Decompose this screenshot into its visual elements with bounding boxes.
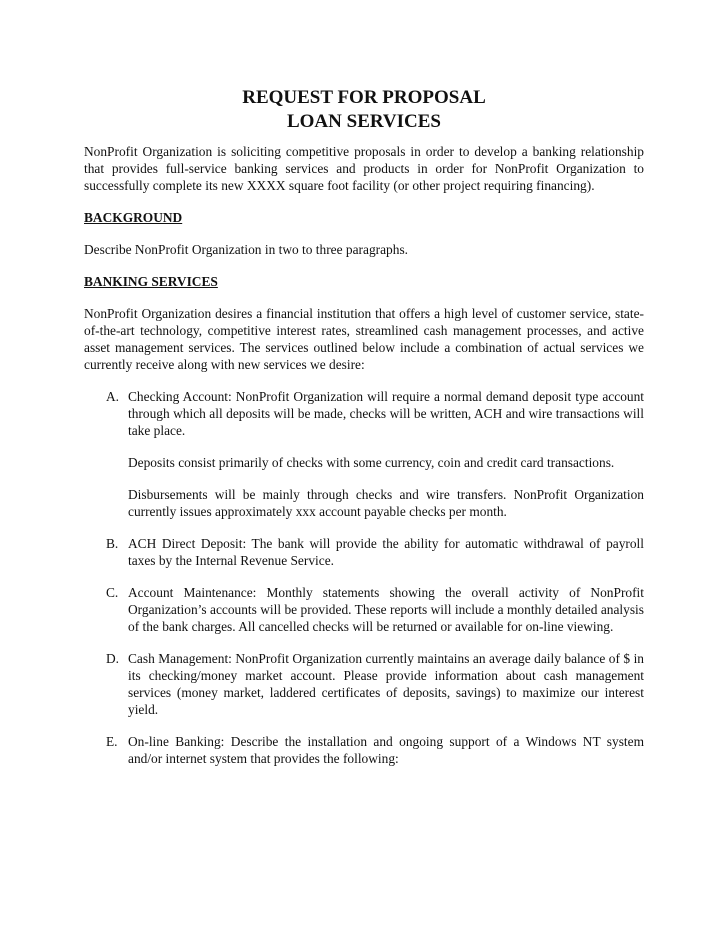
deposits-paragraph: Deposits consist primarily of checks with some currency, coin and credit card transactions. [128, 455, 615, 470]
cash-management-paragraph: Cash Management: NonProfit Organization currently maintains an average daily balance of $ in its checking/money market account. Please provide information about cash management services (money market, laddered certificates of deposits, savings) to maximize our interest yield. [128, 651, 644, 717]
ach-direct-deposit-paragraph: ACH Direct Deposit: The bank will provide the ability for automatic withdrawal of payroll taxes by the Internal Revenue Service. [128, 536, 644, 568]
disbursements-paragraph: Disbursements will be mainly through checks and wire transfers. NonProfit Organization currently issues approximately xxx account payable checks per month. [128, 487, 644, 519]
checking-account-paragraph: Checking Account: NonProfit Organization will require a normal demand deposit type account through which all deposits will be made, checks will be written, ACH and wire transactions will take place. [128, 389, 644, 438]
intro-paragraph: NonProfit Organization is soliciting competitive proposals in order to develop a banking relationship that provides full-service banking services and products in order for NonProfit Organization to successfully complete its new XXXX square foot facility (or other project requiring financing). [84, 144, 644, 193]
list-item-a [84, 388, 644, 520]
document-title-line-1: REQUEST FOR PROPOSAL [242, 87, 486, 108]
banking-services-paragraph: NonProfit Organization desires a financial institution that offers a high level of customer service, state-of-the-art technology, competitive interest rates, streamlined cash management processes, and active asset management services. The services outlined below include a combination of actual services we currently receive along with new services we desire: [84, 306, 644, 372]
list-item-d [84, 650, 644, 718]
list-marker: A. [106, 389, 120, 404]
list-marker: D. [106, 651, 120, 666]
list-item-b [84, 535, 644, 569]
account-maintenance-paragraph: Account Maintenance: Monthly statements showing the overall activity of NonProfit Organization’s accounts will be provided. These reports will include a monthly detailed analysis of the bank charges. All cancelled checks will be returned or available for on-line viewing. [128, 585, 644, 634]
list-item-e [84, 733, 644, 767]
list-marker: B. [106, 536, 119, 551]
list-marker: C. [106, 585, 119, 600]
document-title-line-2: LOAN SERVICES [286, 111, 441, 132]
background-heading: BACKGROUND [84, 210, 183, 225]
list-item-c [84, 584, 644, 635]
document-page [84, 86, 644, 782]
banking-services-heading: BANKING SERVICES [84, 274, 218, 289]
list-marker: E. [106, 734, 118, 749]
background-paragraph: Describe NonProfit Organization in two to three paragraphs. [84, 242, 409, 257]
online-banking-paragraph: On-line Banking: Describe the installation and ongoing support of a Windows NT system and/or internet system that provides the following: [128, 734, 644, 766]
services-list [84, 388, 644, 767]
